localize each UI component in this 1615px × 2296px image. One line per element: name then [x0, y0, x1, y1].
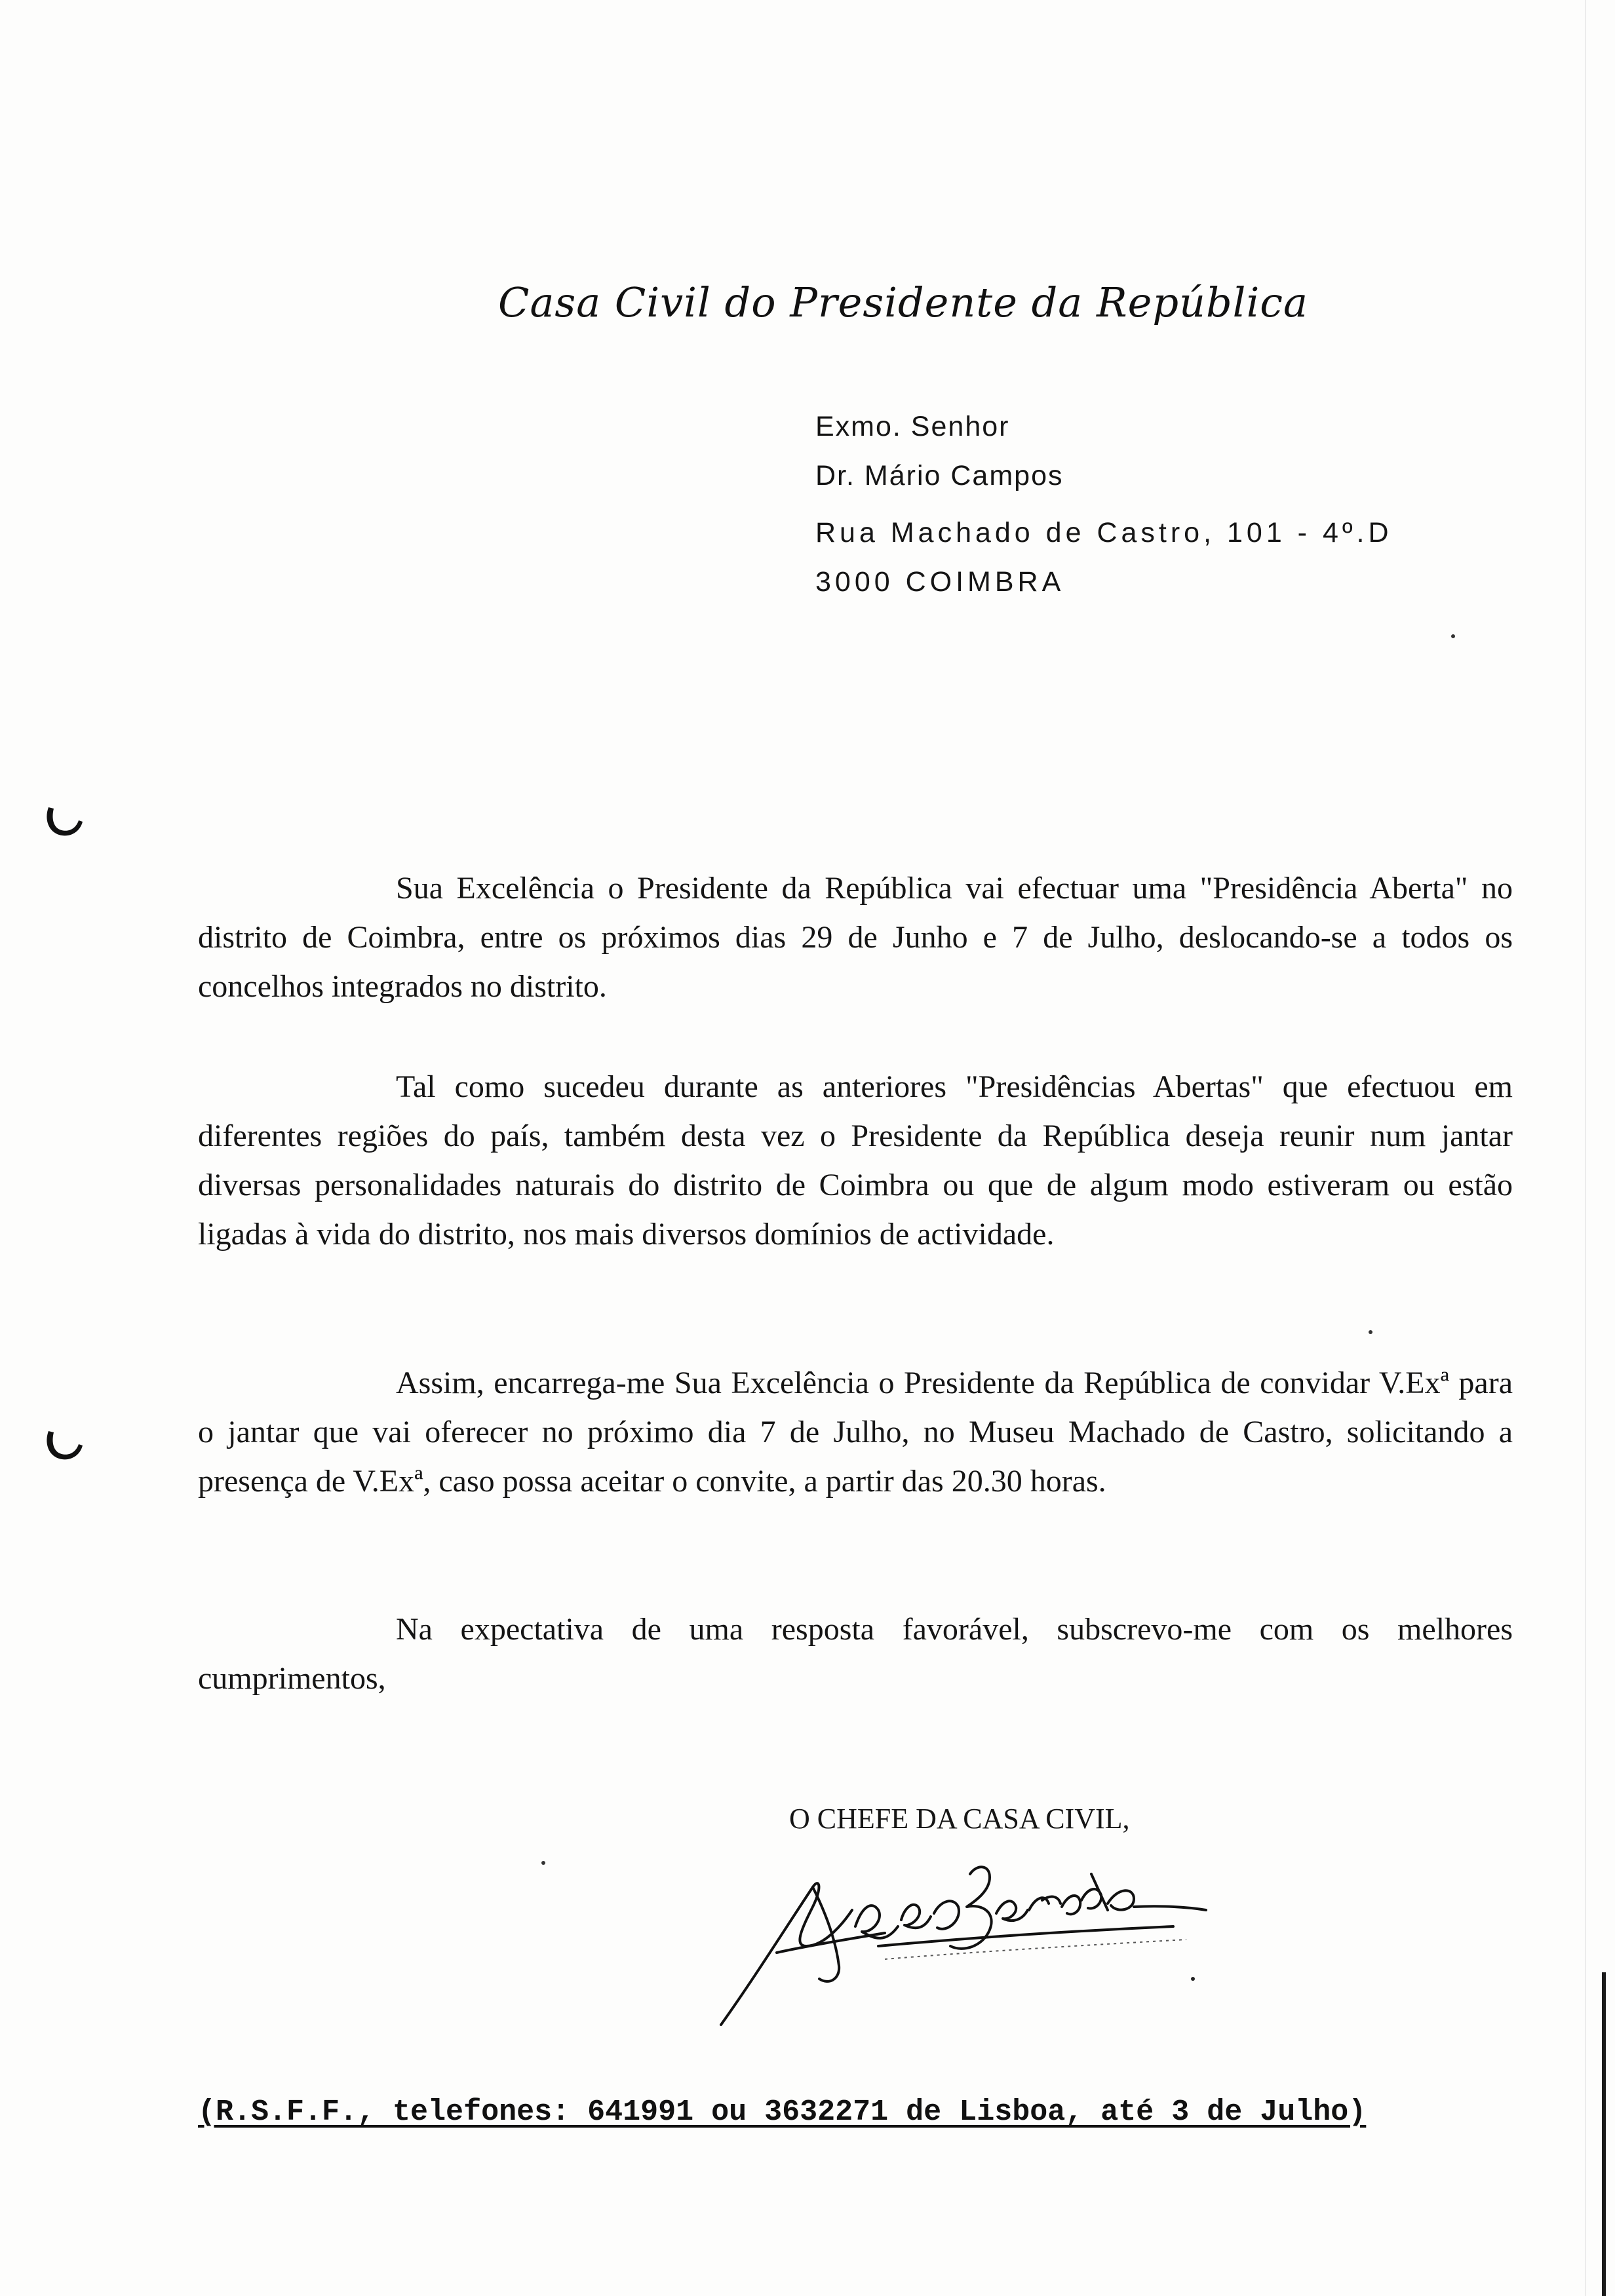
recipient-salutation: Exmo. Senhor [815, 411, 1010, 442]
paragraph-4-text: Na expectativa de uma resposta favorável, subscrevo-me com os melhores cumprimentos, [198, 1612, 1513, 1696]
body-paragraph [198, 864, 1513, 1011]
body-paragraph [198, 1358, 1513, 1506]
recipient-street: Rua Machado de Castro, 101 - 4º.D [815, 517, 1393, 548]
letterhead-title: Casa Civil do Presidente da República [498, 278, 1308, 326]
punch-hole-bottom [42, 1422, 85, 1465]
signer-title: O CHEFE DA CASA CIVIL, [789, 1803, 1130, 1835]
paragraph-3-text: Assim, encarrega-me Sua Excelência o Presidente da República de convidar V.Exª para o jantar que vai oferecer no próximo dia 7 de Julho, no Museu Machado de Castro, solicitando a presença de V.Exª, caso possa aceitar o convite, a partir das 20.30 horas. [198, 1366, 1513, 1499]
paragraph-1-text: Sua Excelência o Presidente da República vai efectuar uma "Presidência Aberta" no distrito de Coimbra, entre os próximos dias 29 de Junho e 7 de Julho, deslocando-se a todos os concelhos integrados no distrito. [198, 871, 1513, 1004]
page-edge-shadow [1585, 0, 1586, 2296]
page-edge-mark [1602, 1972, 1606, 2296]
speck [1451, 634, 1455, 638]
recipient-name: Dr. Mário Campos [815, 460, 1064, 491]
body-paragraph [198, 1605, 1513, 1703]
body-paragraph [198, 1062, 1513, 1259]
recipient-address [815, 402, 1393, 607]
recipient-city: 3000 COIMBRA [815, 566, 1065, 598]
footer-note: (R.S.F.F., telefones: 641991 ou 3632271 de Lisboa, até 3 de Julho) [198, 2095, 1367, 2129]
paragraph-2-text: Tal como sucedeu durante as anteriores "Presidências Abertas" que efectuou em diferentes regiões do país, também desta vez o Presidente da República deseja reunir num jantar diversas personalidades naturais do distrito de Coimbra ou que de algum modo estiveram ou estão ligadas à vida do distrito, nos mais diversos domínios de actividade. [198, 1069, 1513, 1252]
punch-hole-top [42, 798, 85, 841]
speck [541, 1861, 545, 1865]
speck [1369, 1330, 1372, 1334]
handwritten-signature [714, 1848, 1213, 2038]
